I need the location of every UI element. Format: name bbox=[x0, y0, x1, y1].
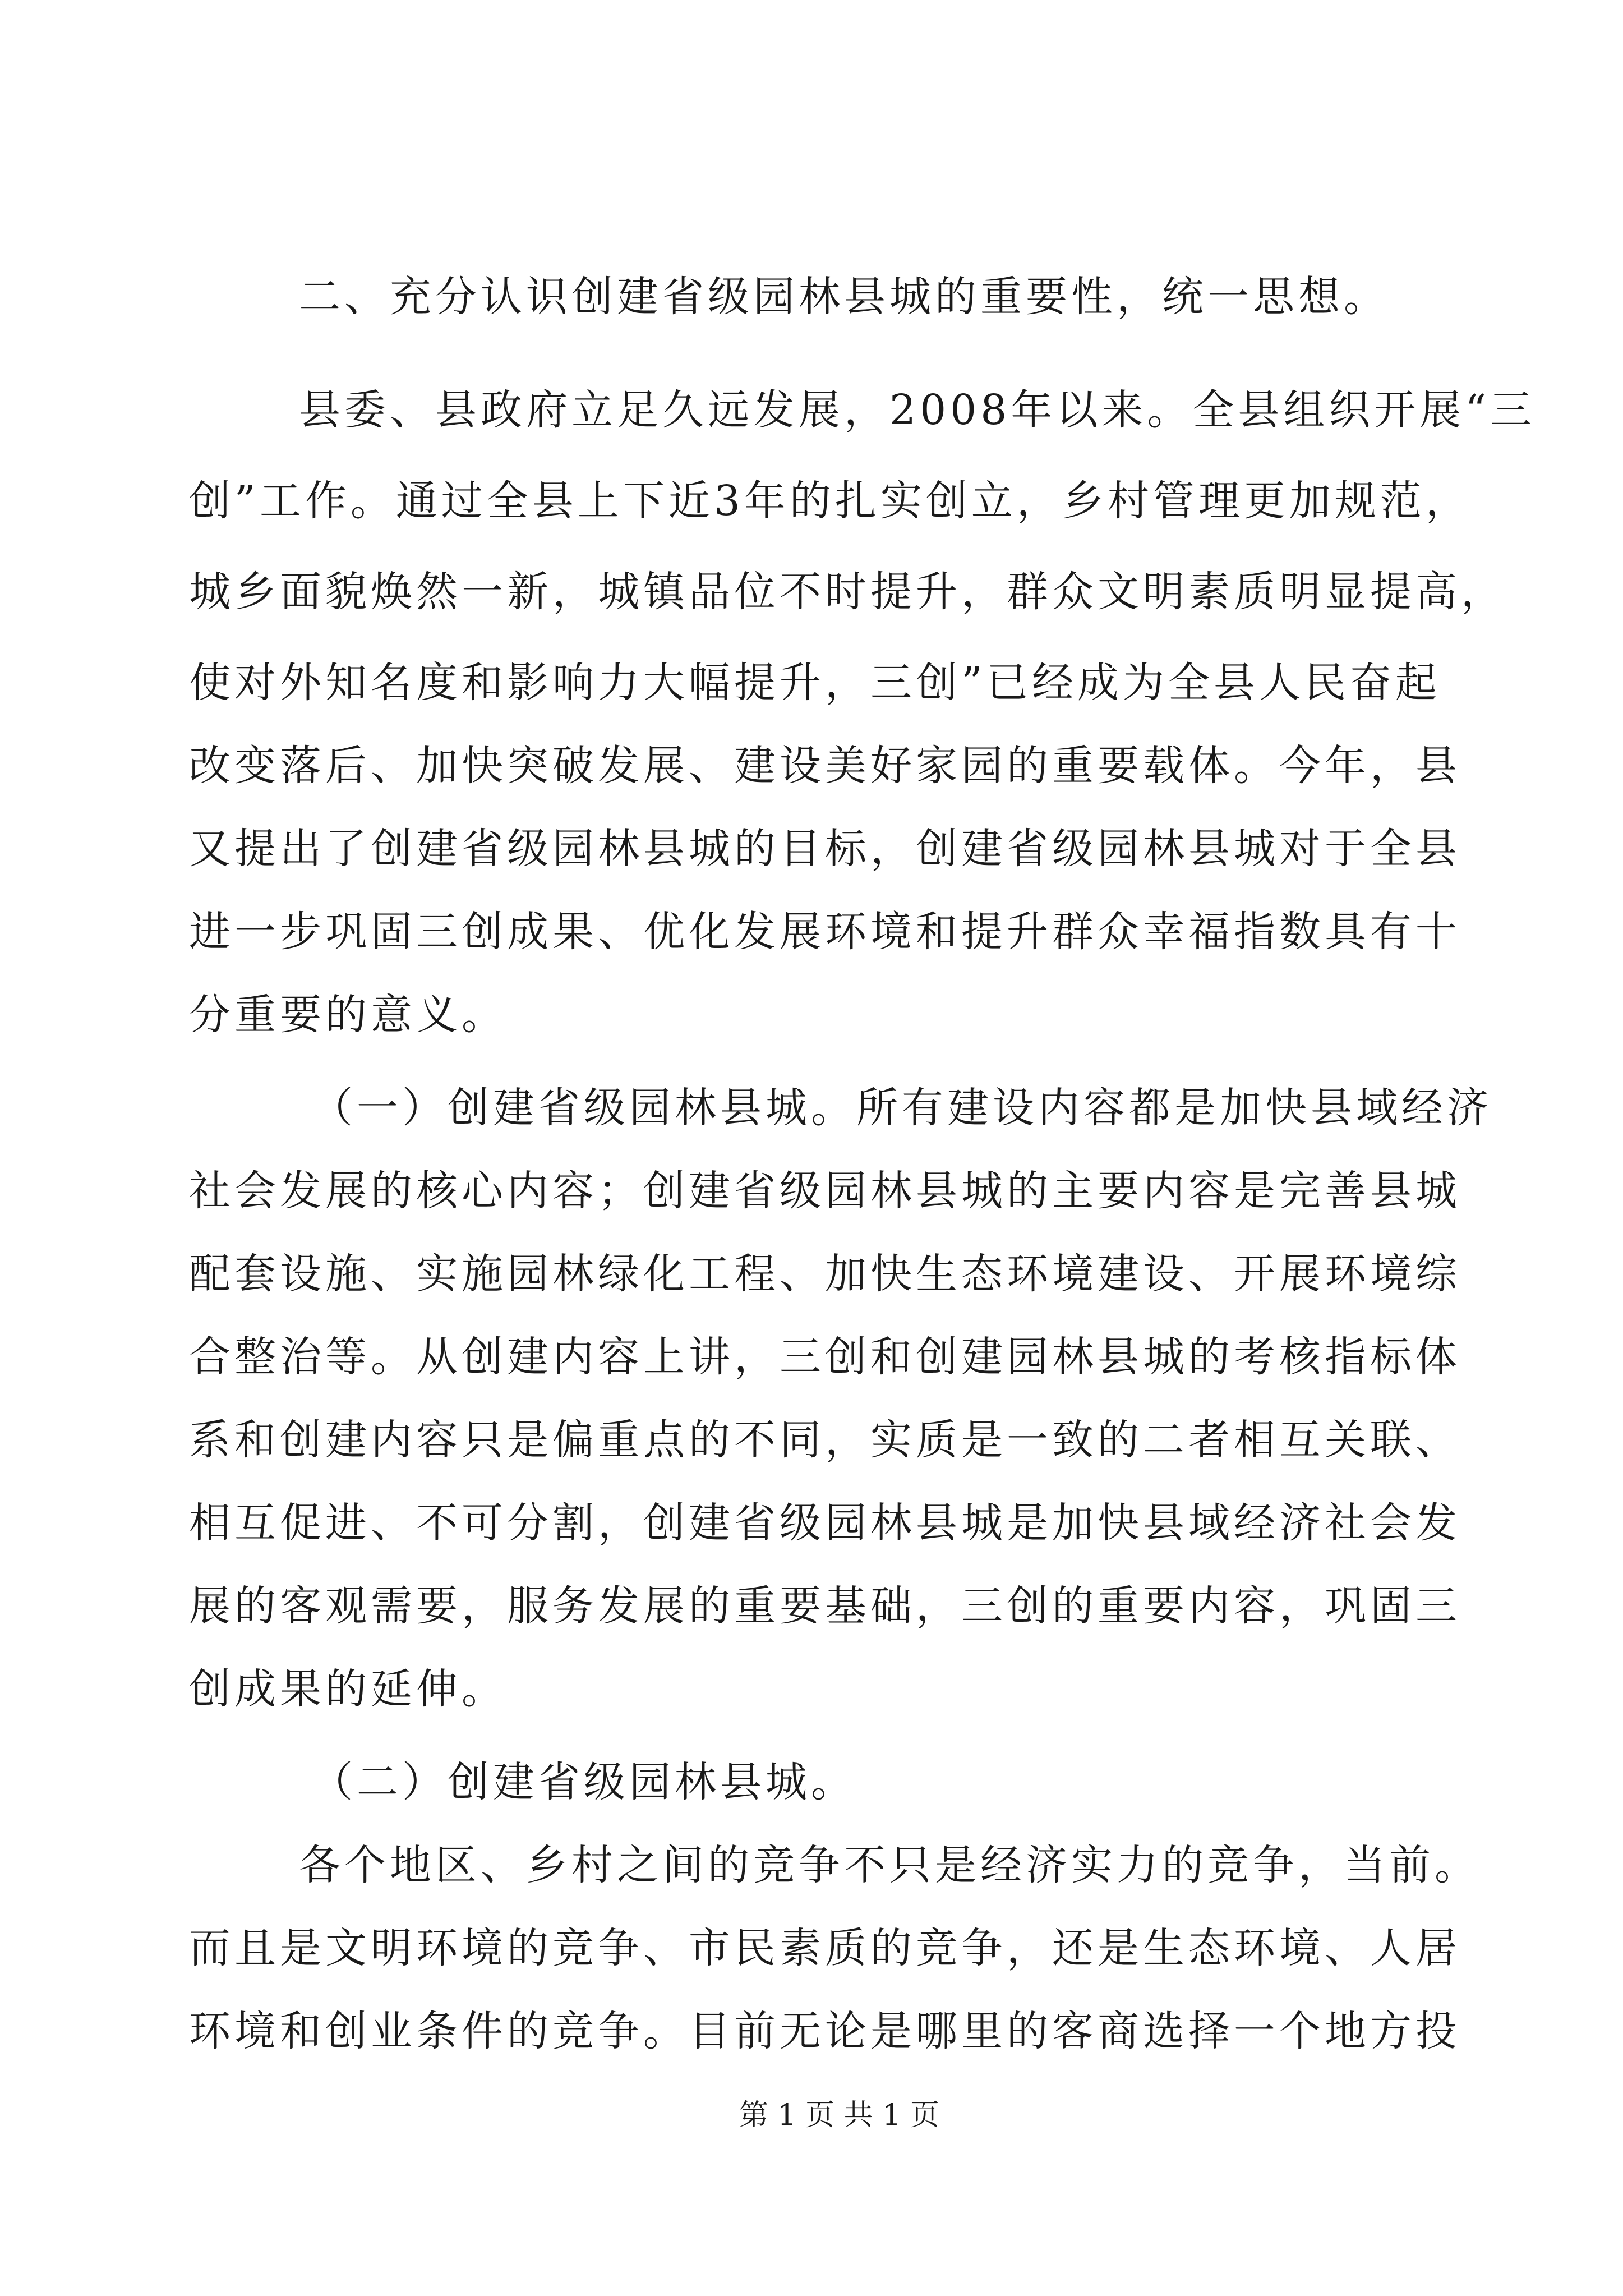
paragraph-line: 改变落后、加快突破发展、建设美好家园的重要载体。今年，县 bbox=[189, 742, 1461, 790]
paragraph-line: 进一步巩固三创成果、优化发展环境和提升群众幸福指数具有十 bbox=[189, 908, 1461, 956]
page-number-footer: 第 1 页 共 1 页 bbox=[739, 2099, 939, 2132]
paragraph-line: 创”工作。通过全县上下近3年的扎实创立，乡村管理更加规范， bbox=[189, 477, 1471, 525]
paragraph-line: 社会发展的核心内容；创建省级园林县城的主要内容是完善县城 bbox=[189, 1167, 1461, 1215]
paragraph-line: 各个地区、乡村之间的竞争不只是经济实力的竞争，当前。 bbox=[299, 1841, 1480, 1889]
paragraph-line: 城乡面貌焕然一新，城镇品位不时提升，群众文明素质明显提高， bbox=[189, 568, 1506, 616]
paragraph-line: 县委、县政府立足久远发展，2008年以来。全县组织开展“三 bbox=[299, 386, 1536, 434]
paragraph-line: 而且是文明环境的竞争、市民素质的竞争，还是生态环境、人居 bbox=[189, 1924, 1461, 1972]
paragraph-line: 展的客观需要，服务发展的重要基础，三创的重要内容，巩固三 bbox=[189, 1582, 1461, 1630]
subheading-two: （二）创建省级园林县城。 bbox=[311, 1758, 856, 1806]
paragraph-line: 又提出了创建省级园林县城的目标，创建省级园林县城对于全县 bbox=[189, 825, 1461, 873]
paragraph-line: 分重要的意义。 bbox=[189, 991, 507, 1039]
paragraph-line: 合整治等。从创建内容上讲，三创和创建园林县城的考核指标体 bbox=[189, 1333, 1461, 1381]
paragraph-line: 系和创建内容只是偏重点的不同，实质是一致的二者相互关联、 bbox=[189, 1416, 1461, 1464]
paragraph-line: 创成果的延伸。 bbox=[189, 1665, 507, 1713]
subheading-one: （一）创建省级园林县城。所有建设内容都是加快县域经济 bbox=[311, 1084, 1492, 1132]
paragraph-line: 配套设施、实施园林绿化工程、加快生态环境建设、开展环境综 bbox=[189, 1250, 1461, 1298]
paragraph-line: 相互促进、不可分割，创建省级园林县城是加快县域经济社会发 bbox=[189, 1499, 1461, 1547]
paragraph-line: 环境和创业条件的竞争。目前无论是哪里的客商选择一个地方投 bbox=[189, 2007, 1461, 2055]
heading-section-two: 二、充分认识创建省级园林县城的重要性，统一思想。 bbox=[299, 273, 1389, 321]
paragraph-line: 使对外知名度和影响力大幅提升，三创”已经成为全县人民奋起 bbox=[189, 659, 1441, 707]
